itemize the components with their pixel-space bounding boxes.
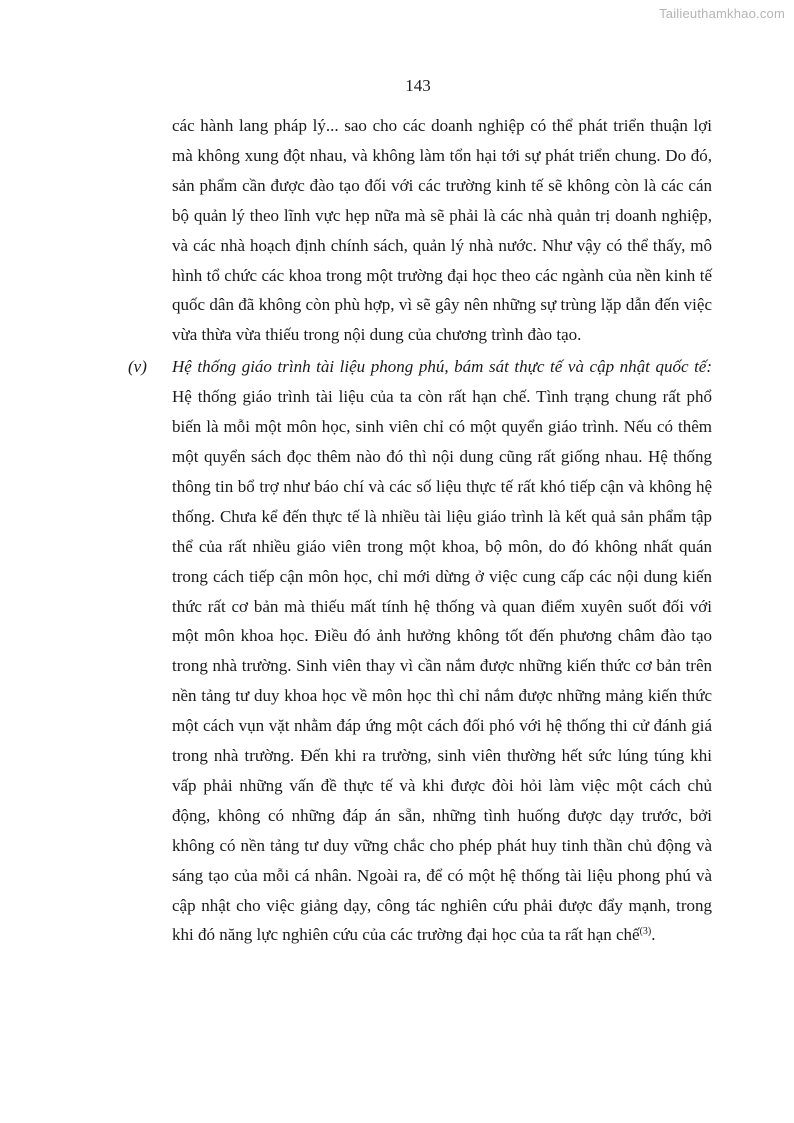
sentence-end: . bbox=[651, 925, 656, 945]
list-item-text bbox=[172, 352, 712, 950]
page-number: 143 bbox=[405, 76, 431, 95]
footnote-reference: (3) bbox=[639, 926, 652, 938]
watermark: Tailieuthamkhao.com bbox=[659, 6, 785, 21]
list-item-body: Hệ thống giáo trình tài liệu của ta còn rất hạn chế. Tình trạng chung rất phổ biến là mỗi một môn học, sinh viên chỉ có một quyển giáo trình. Nếu có thêm một quyển sách đọc thêm nào đó thì nội dung cũng rất giống nhau. Hệ thống thông tin bổ trợ như báo chí và các số liệu thực tế rất khó tiếp cận và không hệ thống. Chưa kể đến thực tế là nhiều tài liệu giáo trình là kết quả sản phẩm tập thể của rất nhiều giáo viên trong một khoa, bộ môn, do đó không nhất quán trong cách tiếp cận môn học, chỉ mới dừng ở việc cung cấp các nội dung kiến thức rất cơ bản mà thiếu mất tính hệ thống và quan điểm xuyên suốt đối với một môn khoa học. Điều đó ảnh hưởng không tốt đến phương châm đào tạo trong nhà trường. Sinh viên thay vì cần nắm được những kiến thức cơ bản trên nền tảng tư duy khoa học về môn học thì chỉ nắm được những mảng kiến thức một cách vụn vặt nhằm đáp ứng một cách đối phó với hệ thống thi cử đánh giá trong nhà trường. Đến khi ra trường, sinh viên thường hết sức lúng túng khi vấp phải những vấn đề thực tế và khi được đòi hỏi làm việc một cách chủ động, không có những đáp án sẵn, những tình huống được dạy trước, bởi không có nền tảng tư duy vững chắc cho phép phát huy tinh thần chủ động và sáng tạo của mỗi cá nhân. Ngoài ra, để có một hệ thống tài liệu phong phú và cập nhật cho việc giảng dạy, công tác nghiên cứu phải được đẩy mạnh, trong khi đó năng lực nghiên cứu của các trường đại học của ta rất hạn chế bbox=[172, 387, 712, 945]
list-item-heading: Hệ thống giáo trình tài liệu phong phú, bám sát thực tế và cập nhật quốc tế: bbox=[172, 357, 712, 377]
list-item-label: (v) bbox=[128, 357, 147, 377]
paragraph-continuation: các hành lang pháp lý... sao cho các doanh nghiệp có thể phát triển thuận lợi mà không xung đột nhau, và không làm tổn hại tới sự phát triển chung. Do đó, sản phẩm cần được đào tạo đối với các trường kinh tế sẽ không còn là các cán bộ quản lý theo lĩnh vực hẹp nữa mà sẽ phải là các nhà quản trị doanh nghiệp, và các nhà hoạch định chính sách, quản lý nhà nước. Như vậy có thể thấy, mô hình tổ chức các khoa trong một trường đại học theo các ngành của nền kinh tế quốc dân đã không còn phù hợp, vì sẽ gây nên những sự trùng lặp dẫn đến việc vừa thừa vừa thiếu trong nội dung của chương trình đào tạo. bbox=[172, 116, 712, 345]
document-body bbox=[128, 111, 712, 950]
list-item-v bbox=[128, 352, 712, 950]
